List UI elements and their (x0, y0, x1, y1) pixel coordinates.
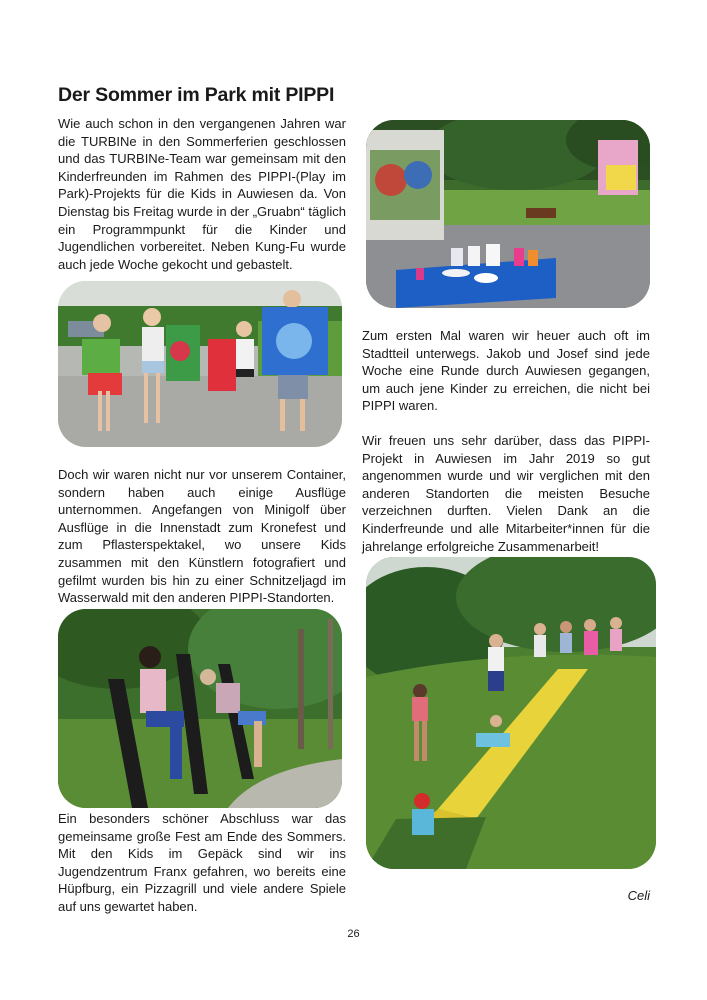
paragraph-thanks: Wir freuen uns sehr darüber, dass das PIPPI-Projekt in Auwiesen im Jahr 2019 so gut angenommen wurde und wir verglichen mit den anderen Standorten die meisten Besuche verzeichnen durften. Vielen Dank an die Kinderfreunde und alle Mitarbeiter*innen für die jahrelange erfolgreiche Zusammenarbeit! (362, 433, 650, 554)
paragraph-excursions: Doch wir waren nicht nur vor unserem Container, sondern haben auch einige Ausflüge unternommen. Angefangen von Minigolf über Ausflüge in die Innenstadt zum Kronefest und zum Pflasterspektakel, wo unsere Kids zusammen mit den Künstlern fotografiert und gefilmt wurden bis hin zu einer Schnitzeljagd im Wasserwald mit den anderen PIPPI-Standorten. (58, 467, 346, 606)
author-signature: Celi (627, 888, 650, 903)
paragraph-finale: Ein besonders schöner Abschluss war das gemeinsame große Fest am Ende des Sommers. Mit den Kids im Gepäck sind wir ins Jugendzentrum Franx gefahren, wo bereits eine Hüpfburg, ein Pizzagrill und viele andere Spiele auf uns gewartet haben. (58, 811, 346, 914)
photo-water-slide-hill (366, 557, 656, 869)
photo-park-container-table (366, 120, 650, 308)
photo-kids-tie-dye-shirts (58, 281, 342, 447)
paragraph-neighborhood: Zum ersten Mal waren wir heuer auch oft im Stadtteil unterwegs. Jakob und Josef sind jede Woche eine Runde durch Auwiesen gegangen, um auch jene Kinder zu erreichen, die nicht bei PIPPI waren. (362, 328, 650, 414)
page-title: Der Sommer im Park mit PIPPI (58, 84, 335, 106)
page-number: 26 (347, 928, 360, 940)
paragraph-intro: Wie auch schon in den vergangenen Jahren war die TURBINe in den Sommerferien geschlossen und das TURBINe-Team war gemeinsam mit den Kinderfreunden im Rahmen des PIPPI-(Play im Park)-Projekts für die Kids in Auwiesen da. Von Dienstag bis Freitag wurde in der „Gruabn“ täglich ein Programmpunkt für die Kinder und Jugendlichen vorbereitet. Neben Kung-Fu wurde auch jede Woche gekocht und gebastelt. (58, 116, 346, 272)
photo-kids-climbing-poles (58, 609, 342, 808)
